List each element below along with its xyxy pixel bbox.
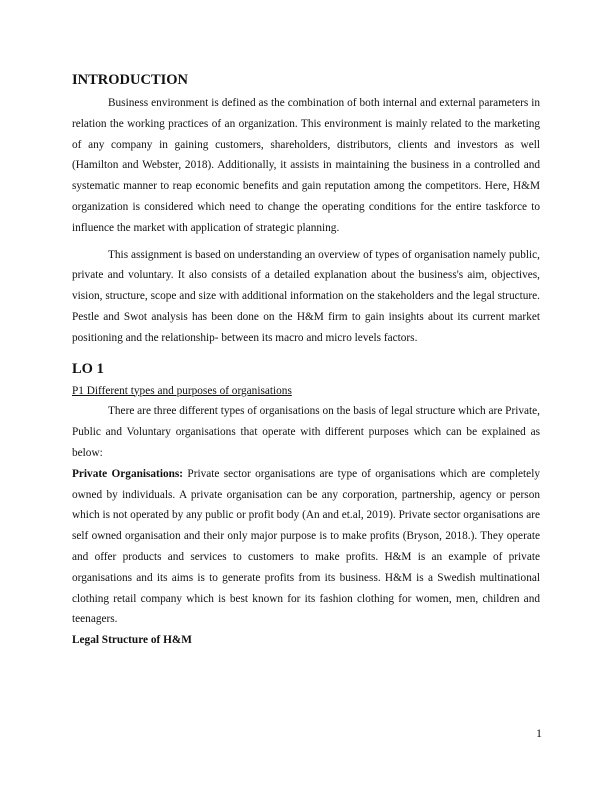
private-organisations-text: Private sector organisations are type of organisations which are completely owned by individuals. A private organisation can be any corporation, partnership, agency or person which is not operated by any public or profit body (An and et.al, 2019). Private sector organisations are self owned organisation and their only major purpose is to make profits (Bryson, 2018.). They operate and offer products and services to customers to make profits. H&M is an example of private organisations and its aims is to generate profits from its business. H&M is a Swedish multinational clothing retail company which is best known for its fashion clothing for women, men, children and teenagers. (72, 467, 540, 626)
page-number: 1 (536, 726, 542, 740)
introduction-paragraph-1: Business environment is defined as the combination of both internal and external parameters in relation the working practices of an organization. This environment is mainly related to the marketing of any company in gaining customers, shareholders, distributors, clients and investors as well (Hamilton and Webster, 2018). Additionally, it assists in maintaining the business in a controlled and systematic manner to reap economic benefits and gain reputation among the competitors. Here, H&M organization is considered which need to change the operating conditions for the entire taskforce to influence the market with application of strategic planning. (72, 97, 540, 234)
private-organisations-label: Private Organisations: (72, 467, 184, 480)
introduction-heading: INTRODUCTION (72, 72, 189, 88)
legal-structure-heading: Legal Structure of H&M (72, 634, 192, 647)
document-page (72, 70, 540, 651)
lo1-heading: LO 1 (72, 360, 104, 377)
lo1-paragraph-1: There are three different types of organisations on the basis of legal structure which are Private, Public and Voluntary organisations that operate with different purposes which can be explained as below: (72, 405, 540, 459)
introduction-paragraph-2: This assignment is based on understanding an overview of types of organisation namely public, private and voluntary. It also consists of a detailed explanation about the business's aim, objectives, vision, structure, scope and size with additional information on the stakeholders and the legal structure. Pestle and Swot analysis has been done on the H&M firm to gain insights about its current market positioning and the relationship- between its macro and micro levels factors. (72, 248, 540, 344)
private-organisations-paragraph (72, 464, 540, 630)
p1-subheading: P1 Different types and purposes of organisations (72, 384, 292, 397)
